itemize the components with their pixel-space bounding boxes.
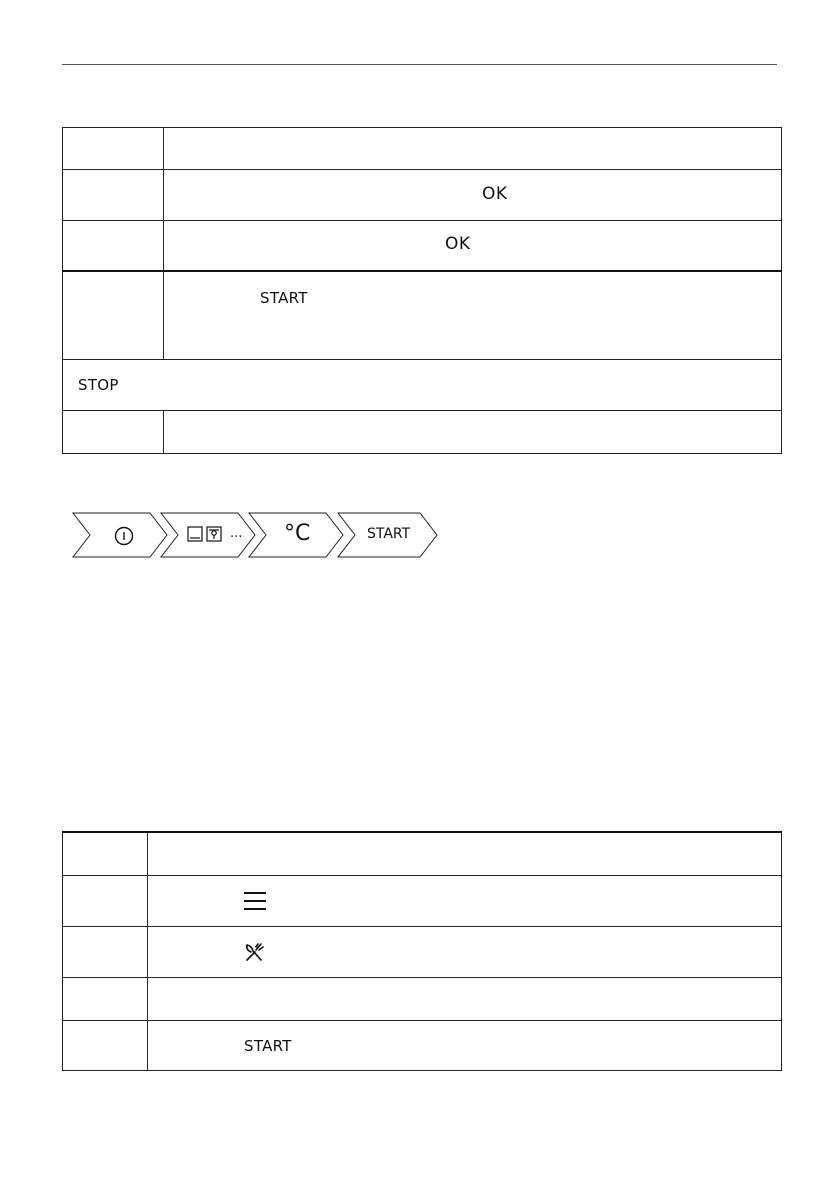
table-row [63,271,782,360]
header-rule [62,64,777,65]
step-description-cell [164,170,782,221]
step-description-cell [148,1020,782,1070]
step-description-cell [148,926,782,977]
step-number-cell [63,977,148,1020]
step-number-cell [63,411,164,454]
operation-sequence [70,510,442,560]
table-row [63,875,782,926]
step-description-cell [148,875,782,926]
ok-key-label: OK [445,234,471,254]
more-functions-ellipsis: ... [230,526,243,541]
step-number-cell [63,128,164,170]
table-row [63,411,782,454]
start-step-label: START [367,526,411,542]
stop-key-label: STOP [78,376,119,394]
step-number-cell [63,221,164,271]
step-description-cell [164,411,782,454]
step-description-cell [148,977,782,1020]
step-number-cell [63,1020,148,1070]
temperature-icon: °C [284,521,311,546]
start-key-label: START [260,288,308,307]
full-width-cell [63,360,782,411]
step-description-cell [164,128,782,170]
steps-table-top [62,127,782,454]
fork-knife-icon [244,942,264,962]
step-number-cell [63,875,148,926]
steps-table-bottom [62,831,782,1071]
table-row [63,977,782,1020]
table-row [63,832,782,875]
table-row [63,128,782,170]
table-row [63,1020,782,1070]
table-row [63,170,782,221]
menu-icon [244,892,266,910]
table-row [63,221,782,271]
step-description-cell [148,832,782,875]
step-number-cell [63,926,148,977]
step-number-cell [63,170,164,221]
step-number-cell [63,832,148,875]
step-number-cell [63,271,164,360]
ok-key-label: OK [482,184,508,204]
step-description-cell [164,221,782,271]
table-row [63,926,782,977]
sequence-arrow-1 [73,513,167,557]
start-key-label: START [244,1036,292,1055]
table-row [63,360,782,411]
step-description-cell [164,271,782,360]
